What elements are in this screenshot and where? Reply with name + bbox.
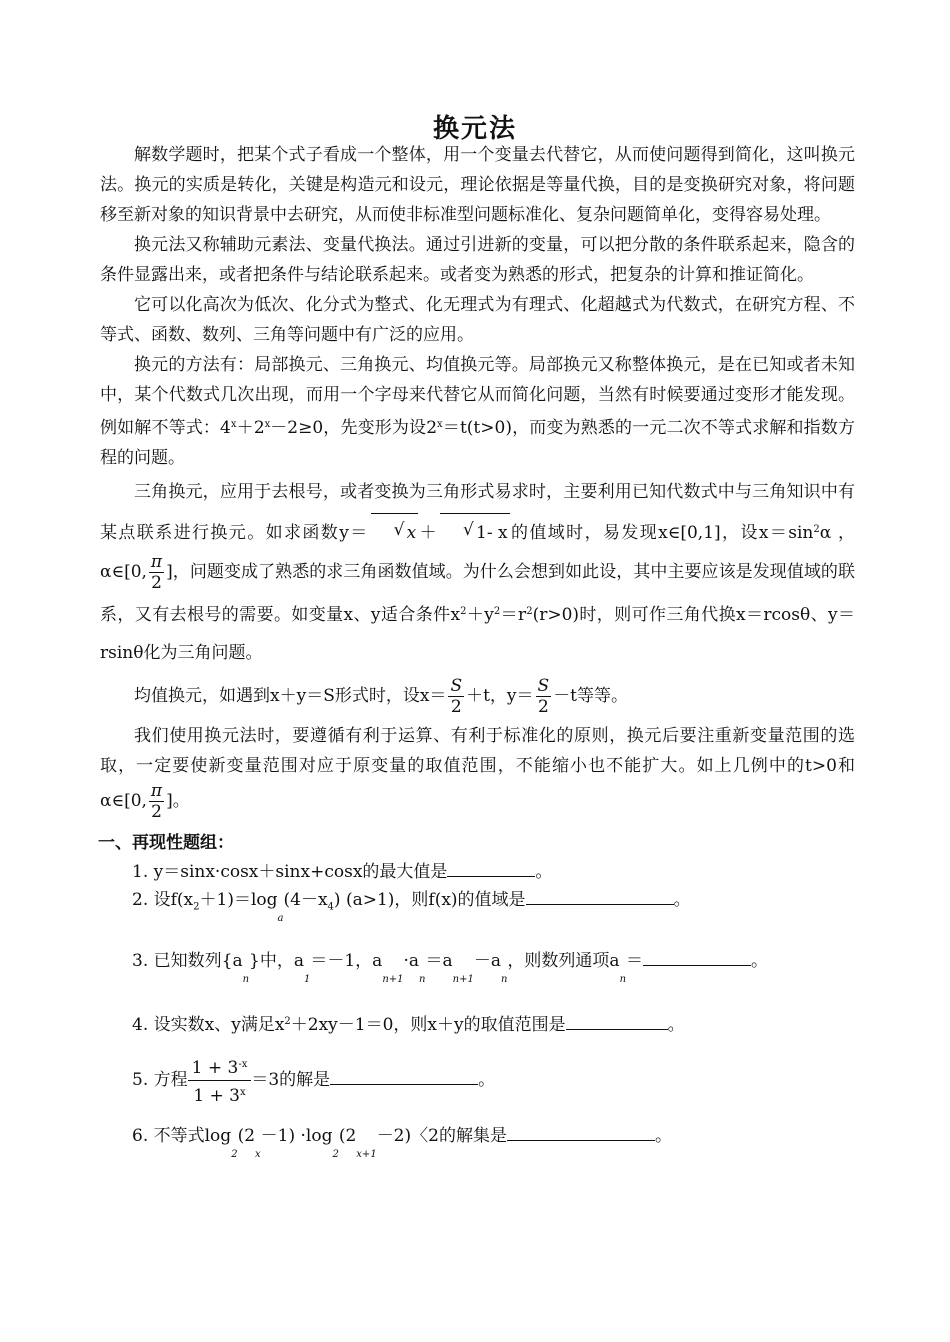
question-6: 6. 不等式$\log_2(2_x-1) \cdot\log_2(2_{x+1}-2)$〈2的解集是 。 xyxy=(132,1126,672,1160)
question-4: 4. 设实数x、y满足$x^2+2xy-1=0$，则x＋y的取值范围是 。 xyxy=(132,1015,685,1035)
question-1: 1. y＝sinx·cosx＋sinx+cosx的最大值是 。 xyxy=(132,862,553,882)
paragraph-alias: 换元法又称辅助元素法、变量代换法。通过引进新的变量，可以把分散的条件联系起来，隐含的条件显露出来，或者把条件与结论联系起来。或者变为熟悉的形式，把复杂的计算和推证简化。 xyxy=(100,235,855,285)
sqrt-x: √ x xyxy=(371,513,419,552)
fraction-s-over-2: $\frac{S}{2}$ xyxy=(537,676,550,717)
paragraph-applications: 它可以化高次为低次、化分式为整式、化无理式为有理式、化超越式为代数式，在研究方程、不等式、函数、数列、三角等问题中有广泛的应用。 xyxy=(100,295,855,345)
question-3: 3. 已知数列$\{a_n\}$中，$a_1=-1$，$a_{n+1}\cdot a_n=a_{n+1}-a_n$，则数列通项$a_n=$ 。 xyxy=(132,951,769,985)
answer-blank xyxy=(643,951,751,966)
paragraph-trig-substitution: 三角换元，应用于去根号，或者变换为三角形式易求时，主要利用已知代数式中与三角知识中有某点联系进行换元。如求函数y＝√ x ＋√ 1- x 的值域时，易发现x∈[0,1]，设$x=\sin^2\alpha$ ，α∈[0, $\frac{\pi}{2}$ ]，问题变成了熟悉的求三角函数值域。为什么会想到如此设，其中主要应该是发现值域的联系，又有去根号的需要。如变量x、y适合条件$x^2+y^2=r^2(r>0)$时，则可作三角代换x＝rcosθ、y＝rsinθ化为三角问题。 xyxy=(100,473,855,672)
page-title: 换元法 xyxy=(432,114,517,144)
fraction-pi-over-2: $\frac{\pi}{2}$ xyxy=(150,781,163,822)
section-heading: 一、再现性题组： xyxy=(98,833,234,853)
sqrt-one-minus-x: √ 1- x xyxy=(440,513,510,552)
exponent: x xyxy=(230,419,237,430)
fraction-s-over-2: $\frac{S}{2}$ xyxy=(450,676,463,717)
answer-blank xyxy=(507,1126,655,1141)
answer-blank xyxy=(330,1070,478,1085)
answer-blank xyxy=(447,862,535,877)
answer-blank xyxy=(526,890,674,905)
exponent: x xyxy=(264,419,271,430)
paragraph-intro: 解数学题时，把某个式子看成一个整体，用一个变量去代替它，从而使问题得到简化，这叫换元法。换元的实质是转化，关键是构造元和设元，理论依据是等量代换，目的是变换研究对象，将问题移至新对象的知识背景中去研究，从而使非标准型问题标准化、复杂问题简单化，变得容易处理。 xyxy=(100,145,855,225)
fraction-equation: $\frac{1 + 3^{-x}}{1 + 3^x}$ xyxy=(188,1053,252,1108)
exponent: x xyxy=(437,419,443,430)
fraction-pi-over-2: $\frac{\pi}{2}$ xyxy=(150,552,163,593)
paragraph-local-substitution: 换元的方法有：局部换元、三角换元、均值换元等。局部换元又称整体换元，是在已知或者未知中，某个代数式几次出现，而用一个字母来代替它从而简化问题，当然有时候要通过变形才能发现。例如解不等式：$4^x+2^x-2\ge 0$，先变形为设$2^x=t(t>0)$，而变为熟悉的一元二次不等式求解和指数方程的问题。 xyxy=(100,355,855,468)
paragraph-mean-substitution: 均值换元，如遇到x＋y＝S形式时，设x＝ $\frac{S}{2}$ ＋t，y＝ $\frac{S}{2}$ －t等等。 xyxy=(134,676,629,717)
question-2: 2. 设$f(x_2+1)=\log_a(4-x_4)$ (a>1)，则f(x)的值域是 。 xyxy=(132,890,691,924)
question-5: 5. 方程 $\frac{1 + 3^{-x}}{1 + 3^x}$ ＝3的解是 。 xyxy=(132,1053,855,1108)
answer-blank xyxy=(566,1015,668,1030)
document-body xyxy=(100,140,855,1169)
paragraph-principles: 我们使用换元法时，要遵循有利于运算、有利于标准化的原则，换元后要注重新变量范围的选取，一定要使新变量范围对应于原变量的取值范围，不能缩小也不能扩大。如上几例中的t>0和α∈[0, $\frac{\pi}{2}$ ]。 xyxy=(100,726,855,822)
